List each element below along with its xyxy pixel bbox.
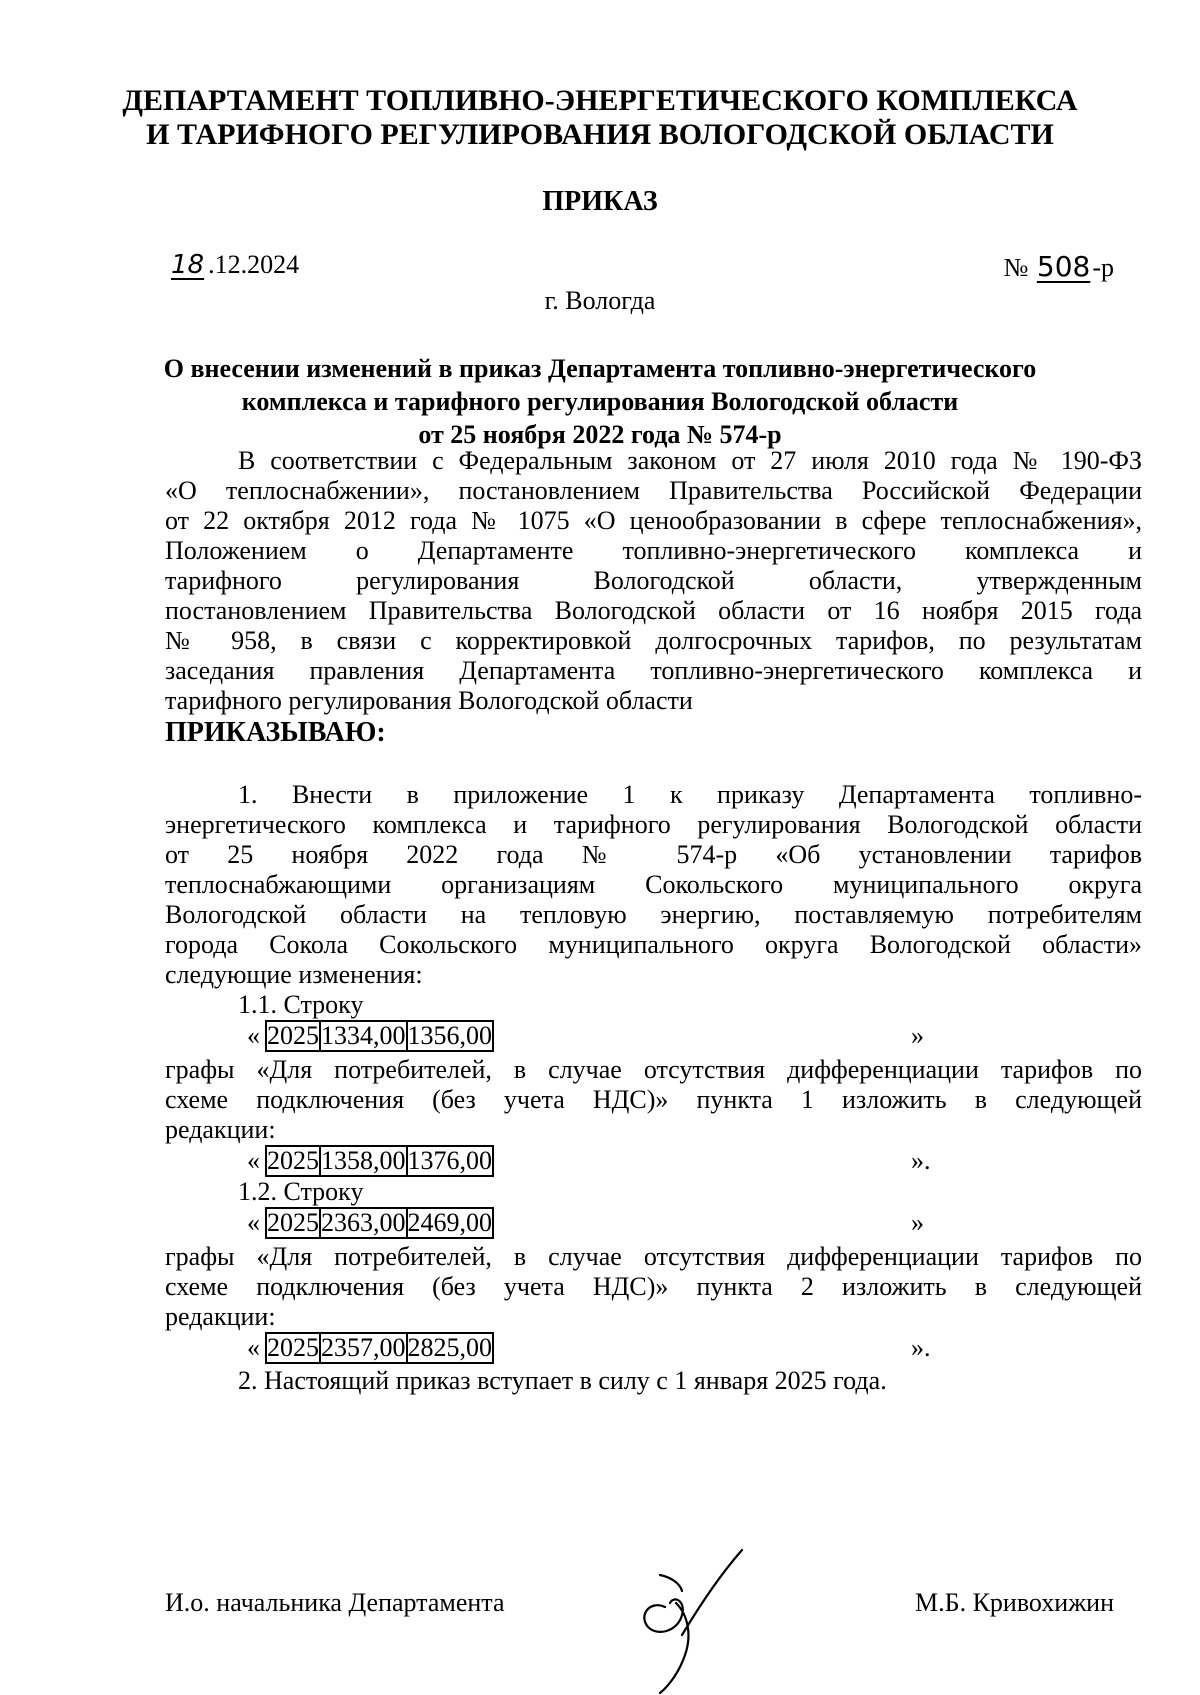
document-title-line3: от 25 ноября 2022 года № 574-р — [418, 420, 782, 449]
table-cell-value2: 2825,00 — [407, 1333, 492, 1362]
preamble-line: тарифного регулирования Вологодской области, утвержденным — [165, 566, 1142, 595]
number-handwritten: 508 — [1036, 250, 1091, 283]
table-cell-year: 2025 — [267, 1146, 319, 1175]
item1-line: города Сокола Сокольского муниципального округа Вологодской области» — [165, 930, 1142, 959]
subitem-1-2-text: графы «Для потребителей, в случае отсутствия дифференциации тарифов по — [165, 1242, 1142, 1271]
preamble-line: заседания правления Департамента топливно-энергетического комплекса и — [165, 656, 1142, 685]
close-quote: ». — [911, 1146, 931, 1175]
number-suffix: -р — [1092, 253, 1114, 282]
subitem-1-2-label: 1.2. Строку — [238, 1177, 364, 1206]
subitem-1-1-label: 1.1. Строку — [238, 990, 364, 1019]
tariff-table — [265, 1332, 494, 1364]
table-cell-value2: 2469,00 — [407, 1208, 492, 1237]
item1-line: следующие изменения: — [165, 960, 423, 989]
signatory-name: М.Б. Кривохижин — [915, 1588, 1114, 1617]
close-quote: » — [911, 1021, 924, 1050]
city: г. Вологда — [544, 286, 656, 315]
table-cell-value2: 1376,00 — [407, 1146, 492, 1175]
document-title-line2: комплекса и тарифного регулирования Вологодской области — [241, 387, 959, 416]
close-quote: ». — [911, 1333, 931, 1362]
subitem-1-2-text: схеме подключения (без учета НДС)» пункта 2 изложить в следующей — [165, 1272, 1142, 1301]
preamble-line: № 958, в связи с корректировкой долгосрочных тарифов, по результатам — [165, 626, 1142, 655]
subitem-1-1-text: схеме подключения (без учета НДС)» пункта 1 изложить в следующей — [165, 1085, 1142, 1114]
preamble-line: В соответствии с Федеральным законом от 27 июля 2010 года № 190-ФЗ — [238, 446, 1142, 475]
tariff-table — [265, 1020, 494, 1052]
tariff-table — [265, 1145, 494, 1177]
order-date — [165, 250, 299, 280]
tariff-table — [265, 1207, 494, 1239]
preamble-line: Положением о Департаменте топливно-энергетического комплекса и — [165, 536, 1142, 565]
subitem-1-1-text: графы «Для потребителей, в случае отсутствия дифференциации тарифов по — [165, 1055, 1142, 1084]
table-cell-value1: 1358,00 — [321, 1146, 406, 1175]
table-cell-year: 2025 — [267, 1208, 319, 1237]
preamble-line: «О теплоснабжении», постановлением Правительства Российской Федерации — [165, 476, 1142, 505]
department-name-line1: ДЕПАРТАМЕНТ ТОПЛИВНО-ЭНЕРГЕТИЧЕСКОГО КОМПЛЕКСА — [122, 84, 1078, 117]
item1-line: Вологодской области на тепловую энергию, поставляемую потребителям — [165, 900, 1142, 929]
preamble-line: постановлением Правительства Вологодской области от 16 ноября 2015 года — [165, 596, 1142, 625]
date-day-handwritten: 18 — [171, 250, 205, 280]
decree-word: ПРИКАЗЫВАЮ: — [165, 717, 386, 748]
table-cell-value1: 2363,00 — [321, 1208, 406, 1237]
close-quote: » — [911, 1208, 924, 1237]
table-cell-year: 2025 — [267, 1333, 319, 1362]
item1-line: от 25 ноября 2022 года № 574-р «Об установлении тарифов — [165, 840, 1142, 869]
department-name-line2: И ТАРИФНОГО РЕГУЛИРОВАНИЯ ВОЛОГОДСКОЙ ОБЛАСТИ — [146, 118, 1054, 151]
open-quote: « — [247, 1208, 260, 1237]
table-cell-value2: 1356,00 — [407, 1021, 492, 1050]
subitem-1-2-text: редакции: — [165, 1302, 276, 1331]
table-cell-value1: 1334,00 — [321, 1021, 406, 1050]
item1-line: 1. Внести в приложение 1 к приказу Департамента топливно- — [238, 780, 1142, 809]
open-quote: « — [247, 1333, 260, 1362]
open-quote: « — [247, 1021, 260, 1050]
order-number — [1004, 250, 1114, 283]
preamble-line: от 22 октября 2012 года № 1075 «О ценообразовании в сфере теплоснабжения», — [165, 506, 1142, 535]
table-cell-year: 2025 — [267, 1021, 319, 1050]
signatory-position: И.о. начальника Департамента — [165, 1588, 505, 1617]
number-prefix: № — [1003, 253, 1035, 282]
subitem-1-1-text: редакции: — [165, 1115, 276, 1144]
table-cell-value1: 2357,00 — [321, 1333, 406, 1362]
preamble-line: тарифного регулирования Вологодской области — [165, 686, 693, 715]
item2-line: 2. Настоящий приказ вступает в силу с 1 января 2025 года. — [238, 1366, 887, 1395]
item1-line: энергетического комплекса и тарифного регулирования Вологодской области — [165, 810, 1142, 839]
date-rest: .12.2024 — [208, 250, 300, 279]
document-type: ПРИКАЗ — [542, 186, 658, 217]
item1-line: теплоснабжающими организациям Сокольского муниципального округа — [165, 870, 1142, 899]
document-title-line1: О внесении изменений в приказ Департамента топливно-энергетического — [163, 354, 1037, 383]
open-quote: « — [247, 1146, 260, 1175]
handwritten-signature — [630, 1545, 750, 1695]
